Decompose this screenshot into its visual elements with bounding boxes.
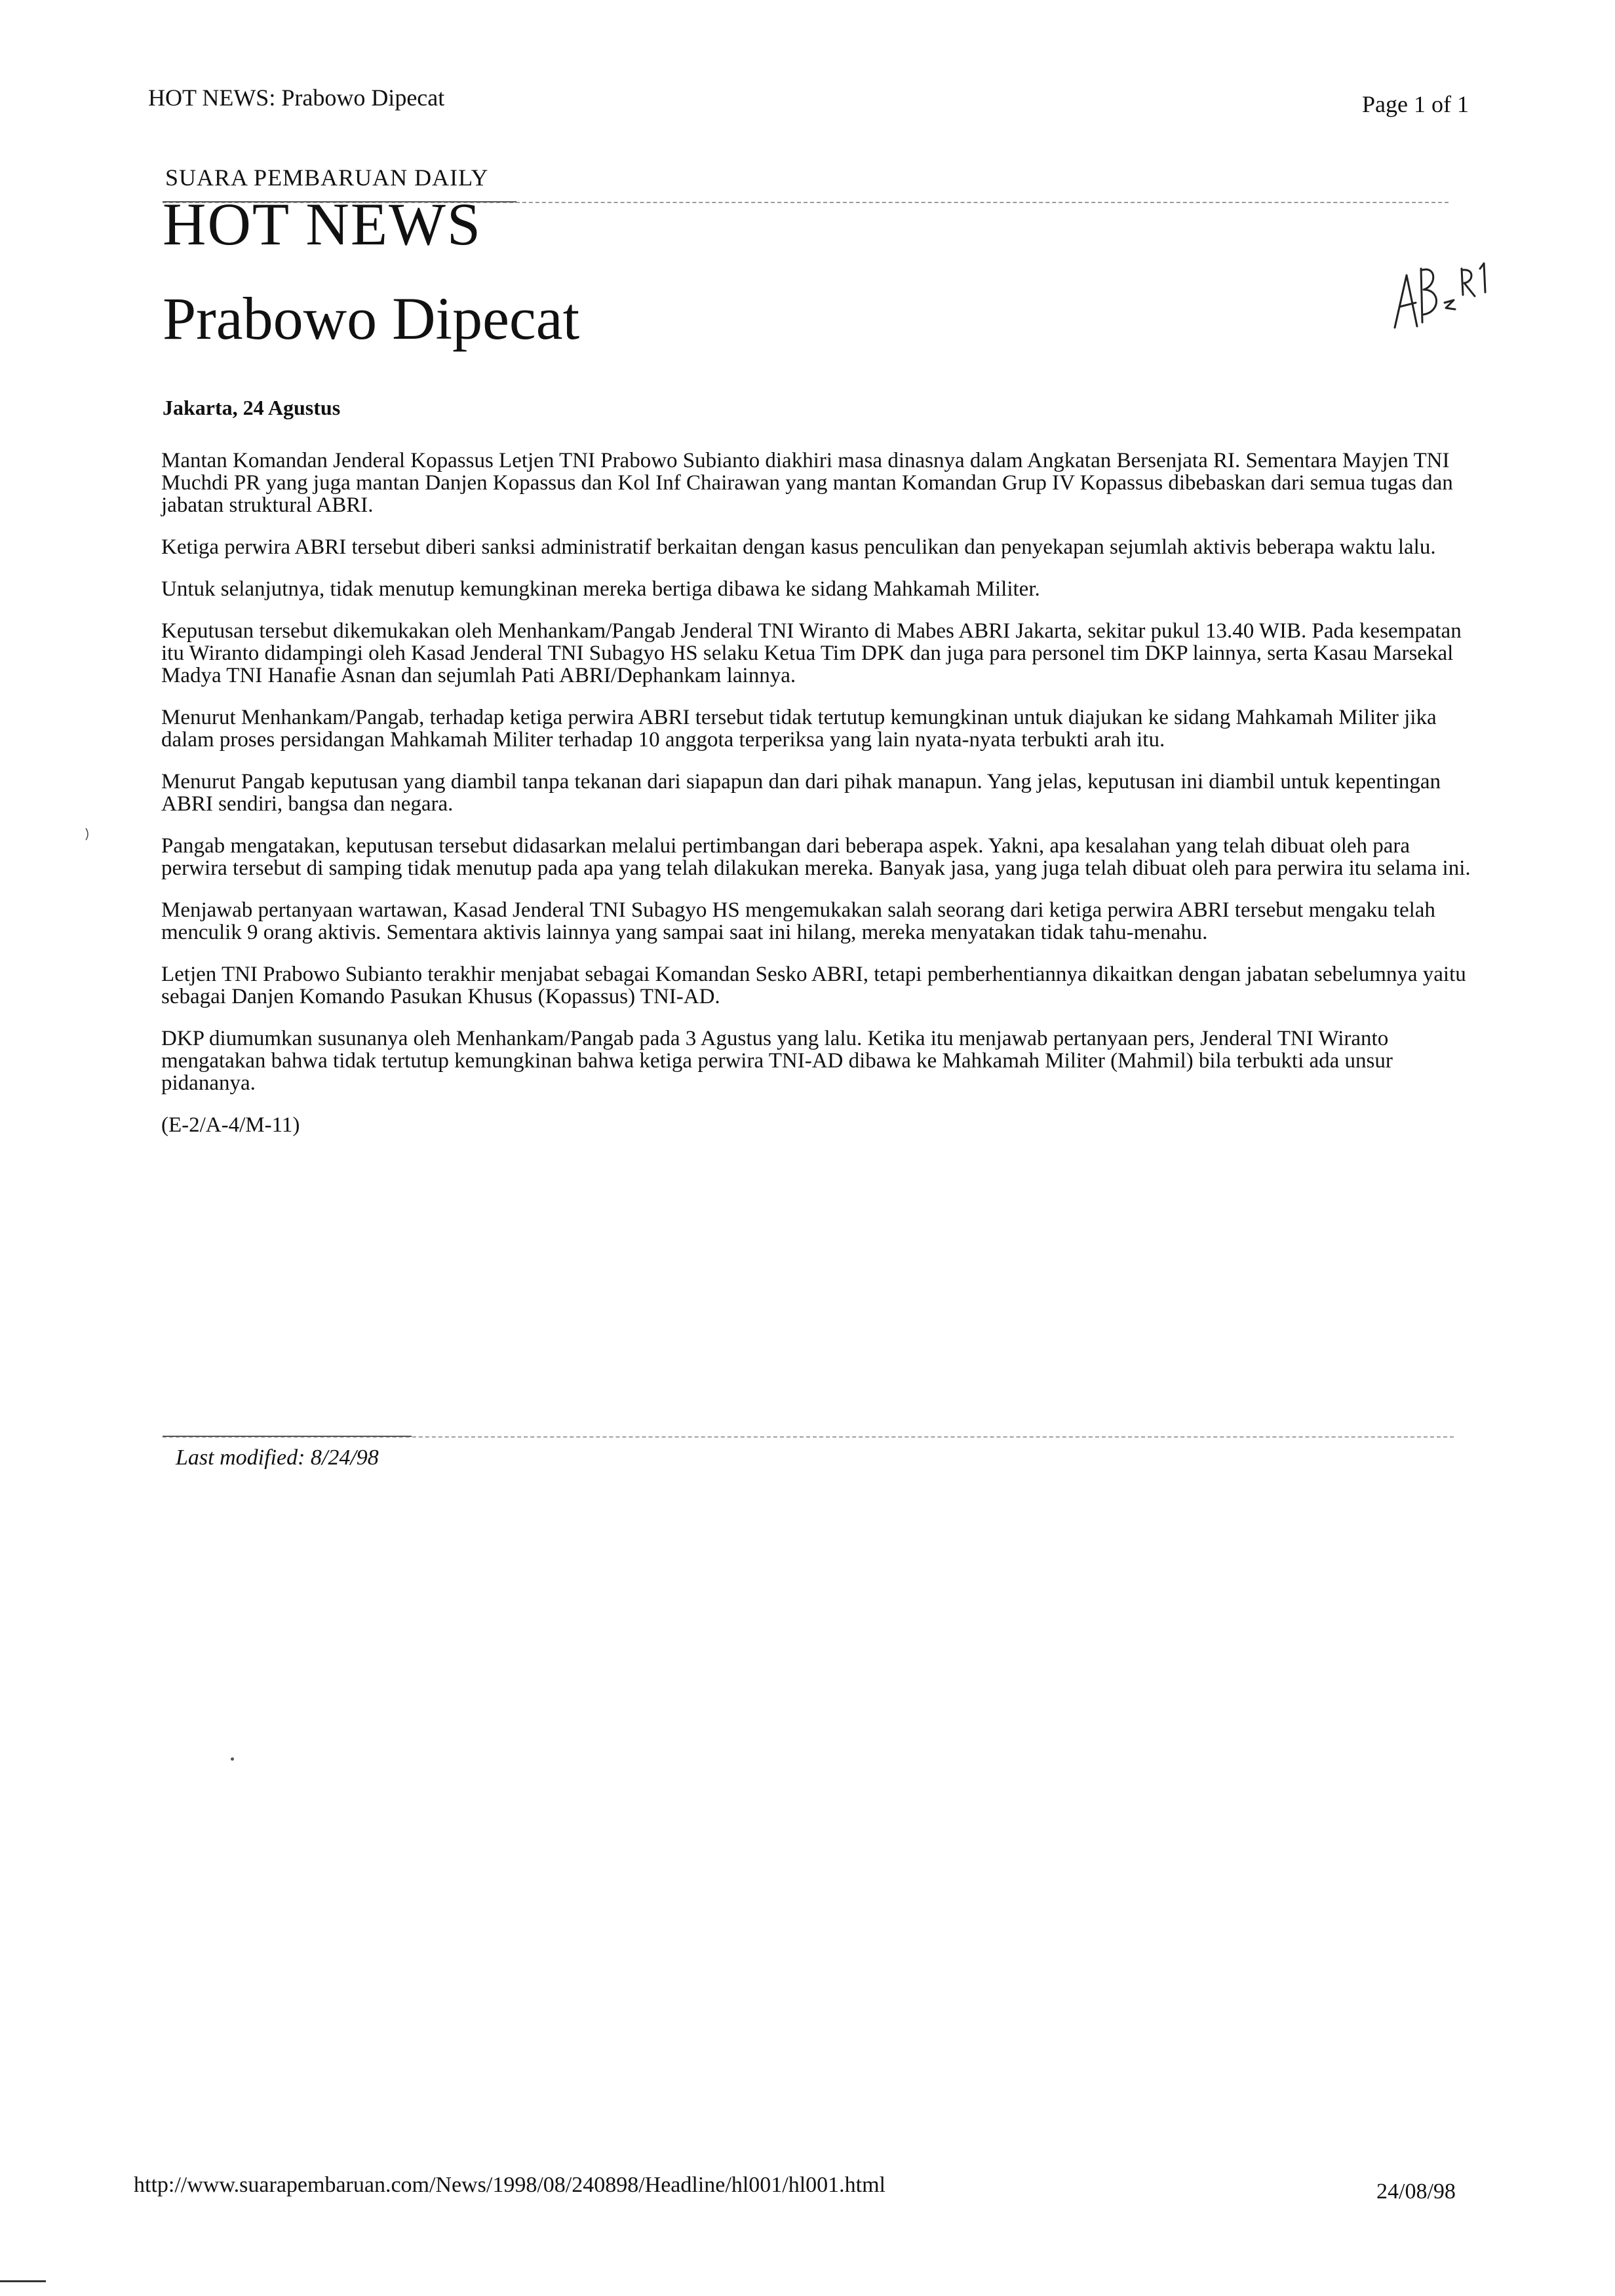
masthead: SUARA PEMBARUAN DAILY xyxy=(165,164,489,191)
last-modified: Last modified: 8/24/98 xyxy=(176,1445,379,1470)
article-credit: (E-2/A-4/M-11) xyxy=(161,1113,300,1137)
article-paragraph: Menjawab pertanyaan wartawan, Kasad Jenderal TNI Subagyo HS mengemukakan salah seorang dari ketiga perwira ABRI tersebut mengaku telah menculik 9 orang aktivis. Sementara aktivis lainnya yang sampai saat ini hilang, mereka menyatakan tidak tahu-menahu. xyxy=(161,898,1435,944)
print-footer-url: http://www.suarapembaruan.com/News/1998/08/240898/Headline/hl001/hl001.html xyxy=(134,2173,886,2197)
handwritten-annotation xyxy=(1388,249,1493,341)
article-paragraph: Letjen TNI Prabowo Subianto terakhir menjabat sebagai Komandan Sesko ABRI, tetapi pemberhentiannya dikaitkan dengan jabatan sebelumnya yaitu sebagai Danjen Komando Pasukan Khusus (Kopassus) TNI-AD. xyxy=(161,963,1466,1008)
article-paragraph: Ketiga perwira ABRI tersebut diberi sanksi administratif berkaitan dengan kasus penculikan dan penyekapan sejumlah aktivis beberapa waktu lalu. xyxy=(161,535,1436,559)
dateline: Jakarta, 24 Agustus xyxy=(163,396,341,419)
article-body xyxy=(161,450,1472,1156)
print-footer-date: 24/08/98 xyxy=(1376,2179,1456,2204)
scan-edge-mark xyxy=(0,2280,46,2282)
section-title: HOT NEWS xyxy=(163,191,482,258)
print-header-page-number: Page 1 of 1 xyxy=(1362,91,1469,117)
article-paragraph: Menurut Pangab keputusan yang diambil tanpa tekanan dari siapapun dan dari pihak manapun. Yang jelas, keputusan ini diambil untuk kepentingan ABRI sendiri, bangsa dan negara. xyxy=(161,770,1441,816)
print-header-title: HOT NEWS: Prabowo Dipecat xyxy=(148,85,445,111)
article-paragraph: Menurut Menhankam/Pangab, terhadap ketiga perwira ABRI tersebut tidak tertutup kemungkinan untuk diajukan ke sidang Mahkamah Militer jika dalam proses persidangan Mahkamah Militer terhadap 10 anggota terperiksa yang lain nyata-nyata terbukti arah itu. xyxy=(161,706,1437,752)
article-paragraph: Untuk selanjutnya, tidak menutup kemungkinan mereka bertiga dibawa ke sidang Mahkamah Militer. xyxy=(161,577,1040,601)
headline: Prabowo Dipecat xyxy=(163,285,580,352)
bottom-divider-solid xyxy=(163,1436,412,1437)
article-paragraph: Keputusan tersebut dikemukakan oleh Menhankam/Pangab Jenderal TNI Wiranto di Mabes ABRI Jakarta, sekitar pukul 13.40 WIB. Pada kesempatan itu Wiranto didampingi oleh Kasad Jenderal TNI Subagyo HS selaku Ketua Tim DPK dan juga para personel tim DKP lainnya, serta Kasau Marsekal Madya TNI Hanafie Asnan dan sejumlah Pati ABRI/Dephankam lainnya. xyxy=(161,619,1462,687)
article-paragraph: Pangab mengatakan, keputusan tersebut didasarkan melalui pertimbangan dari beberapa aspek. Yakni, apa kesalahan yang telah dibuat oleh para perwira tersebut di samping tidak menutup pada apa yang telah dilakukan mereka. Banyak jasa, yang juga telah dibuat oleh para perwira itu selama ini. xyxy=(161,834,1471,880)
article-paragraph: Mantan Komandan Jenderal Kopassus Letjen TNI Prabowo Subianto diakhiri masa dinasnya dalam Angkatan Bersenjata RI. Sementara Mayjen TNI Muchdi PR yang juga mantan Danjen Kopassus dan Kol Inf Chairawan yang mantan Komandan Grup IV Kopassus dibebaskan dari semua tugas dan jabatan struktural ABRI. xyxy=(161,449,1453,517)
scan-mark xyxy=(85,827,89,841)
article-paragraph: DKP diumumkan susunanya oleh Menhankam/Pangab pada 3 Agustus yang lalu. Ketika itu menjawab pertanyaan pers, Jenderal TNI Wiranto mengatakan bahwa tidak tertutup kemungkinan bahwa ketiga perwira TNI-AD dibawa ke Mahkamah Militer (Mahmil) bila terbukti ada unsur pidananya. xyxy=(161,1027,1393,1095)
scan-speck xyxy=(231,1757,234,1761)
